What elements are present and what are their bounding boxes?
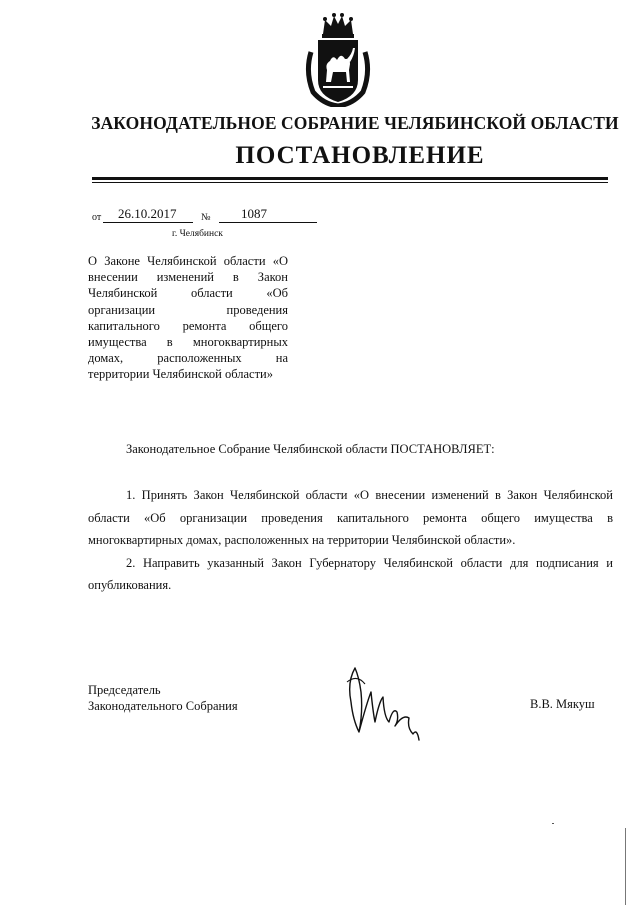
- document-date: 26.10.2017: [118, 206, 177, 221]
- handwritten-signature: [337, 662, 427, 744]
- number-sign: №: [201, 212, 211, 223]
- coat-of-arms-icon: [303, 12, 373, 107]
- preamble: Законодательное Собрание Челябинской области ПОСТАНОВЛЯЕТ:: [126, 442, 495, 456]
- date-prefix: от: [92, 212, 102, 223]
- resolution-body: [88, 484, 613, 597]
- signatory-title-line: Председатель: [88, 683, 161, 697]
- city-label: г. Челябинск: [172, 229, 223, 239]
- organization-name: ЗАКОНОДАТЕЛЬНОЕ СОБРАНИЕ ЧЕЛЯБИНСКОЙ ОБЛАСТИ: [91, 113, 619, 133]
- header-rule-thick: [92, 177, 608, 180]
- document-number: 1087: [241, 206, 267, 221]
- resolution-item: 1. Принять Закон Челябинской области «О внесении изменений в Закон Челябинской области «Об организации проведения капитального ремонта общего имущества в многоквартирных домах, расположенных на территории Челябинской области».: [88, 488, 613, 547]
- document-type-heading: ПОСТАНОВЛЕНИЕ: [235, 142, 485, 169]
- number-underline: [219, 221, 317, 223]
- signatory-title-line: Законодательного Собрания: [88, 698, 238, 713]
- scan-edge-line: [625, 828, 626, 905]
- document-subject: О Законе Челябинской области «О внесении изменений в Закон Челябинской области «Об организации проведения капитального ремонта общего имущества в многоквартирных домах, расположенных на территории Челябинской области»: [88, 254, 288, 382]
- resolution-item: 2. Направить указанный Закон Губернатору Челябинской области для подписания и опубликования.: [88, 555, 613, 592]
- signatory-title: [88, 683, 238, 714]
- scan-speck: [552, 823, 554, 824]
- signatory-name: В.В. Мякуш: [530, 697, 595, 711]
- header-rule-thin: [92, 182, 608, 183]
